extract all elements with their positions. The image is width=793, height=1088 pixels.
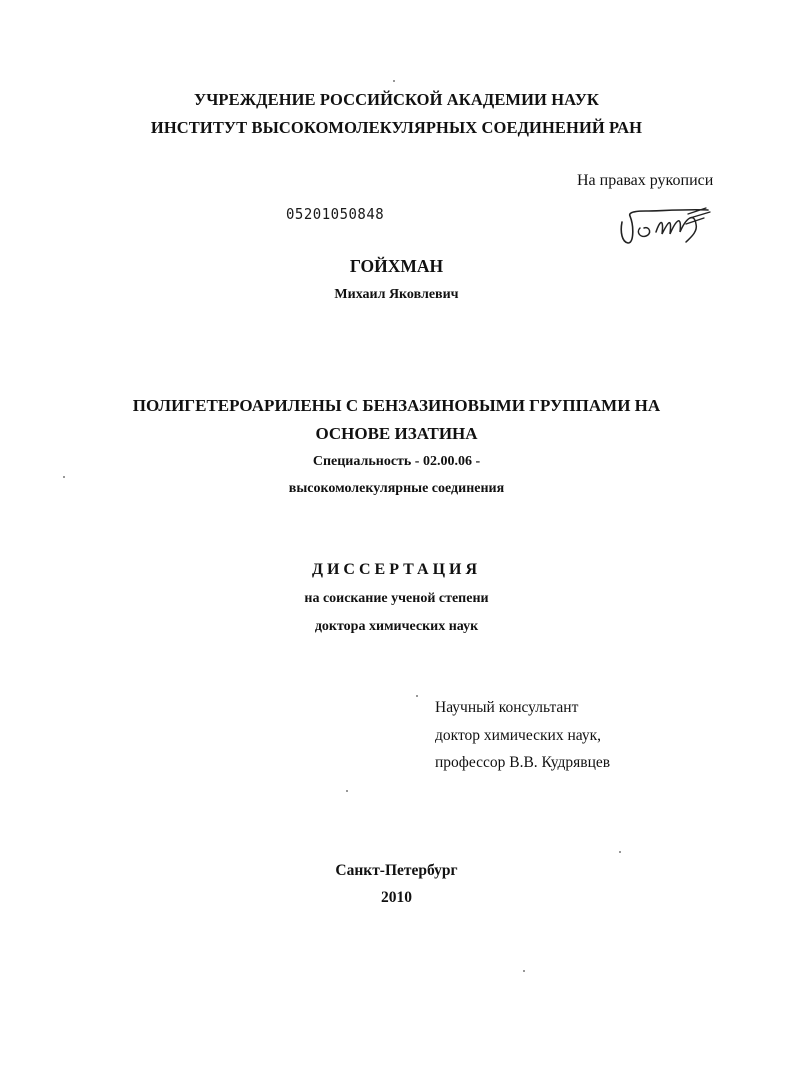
organization-name: УЧРЕЖДЕНИЕ РОССИЙСКОЙ АКАДЕМИИ НАУК (194, 90, 599, 109)
degree-name: доктора химических наук (314, 619, 479, 634)
dissertation-title-line-2: ОСНОВЕ ИЗАТИНА (315, 424, 478, 443)
institute-name: ИНСТИТУТ ВЫСОКОМОЛЕКУЛЯРНЫХ СОЕДИНЕНИЙ РАН (150, 118, 643, 137)
specialty-code: Специальность - 02.00.06 - (312, 454, 481, 469)
scan-speck (523, 970, 525, 972)
scan-speck (393, 80, 395, 82)
consultant-role: Научный консультант (435, 699, 579, 716)
scan-speck (416, 695, 418, 697)
author-given-name: Михаил Яковлевич (334, 287, 459, 302)
consultant-degree: доктор химических наук, (435, 727, 601, 744)
author-surname: ГОЙХМАН (349, 256, 444, 276)
scan-speck (619, 851, 621, 853)
specialty-name: высокомолекулярные соединения (288, 481, 505, 496)
city: Санкт-Петербург (335, 862, 458, 879)
scan-speck (63, 476, 65, 478)
dissertation-title-line-1: ПОЛИГЕТЕРОАРИЛЕНЫ С БЕНЗАЗИНОВЫМИ ГРУППАМИ НА (132, 396, 661, 415)
year: 2010 (381, 889, 412, 906)
handwritten-signature-icon (616, 202, 716, 253)
consultant-name: профессор В.В. Кудрявцев (435, 754, 611, 771)
work-type-heading: ДИССЕРТАЦИЯ (311, 561, 482, 578)
serial-number-stamp: 05201050848 (286, 206, 385, 224)
degree-purpose: на соискание ученой степени (304, 591, 489, 606)
manuscript-rights-note: На правах рукописи (577, 172, 714, 189)
scan-speck (346, 790, 348, 792)
